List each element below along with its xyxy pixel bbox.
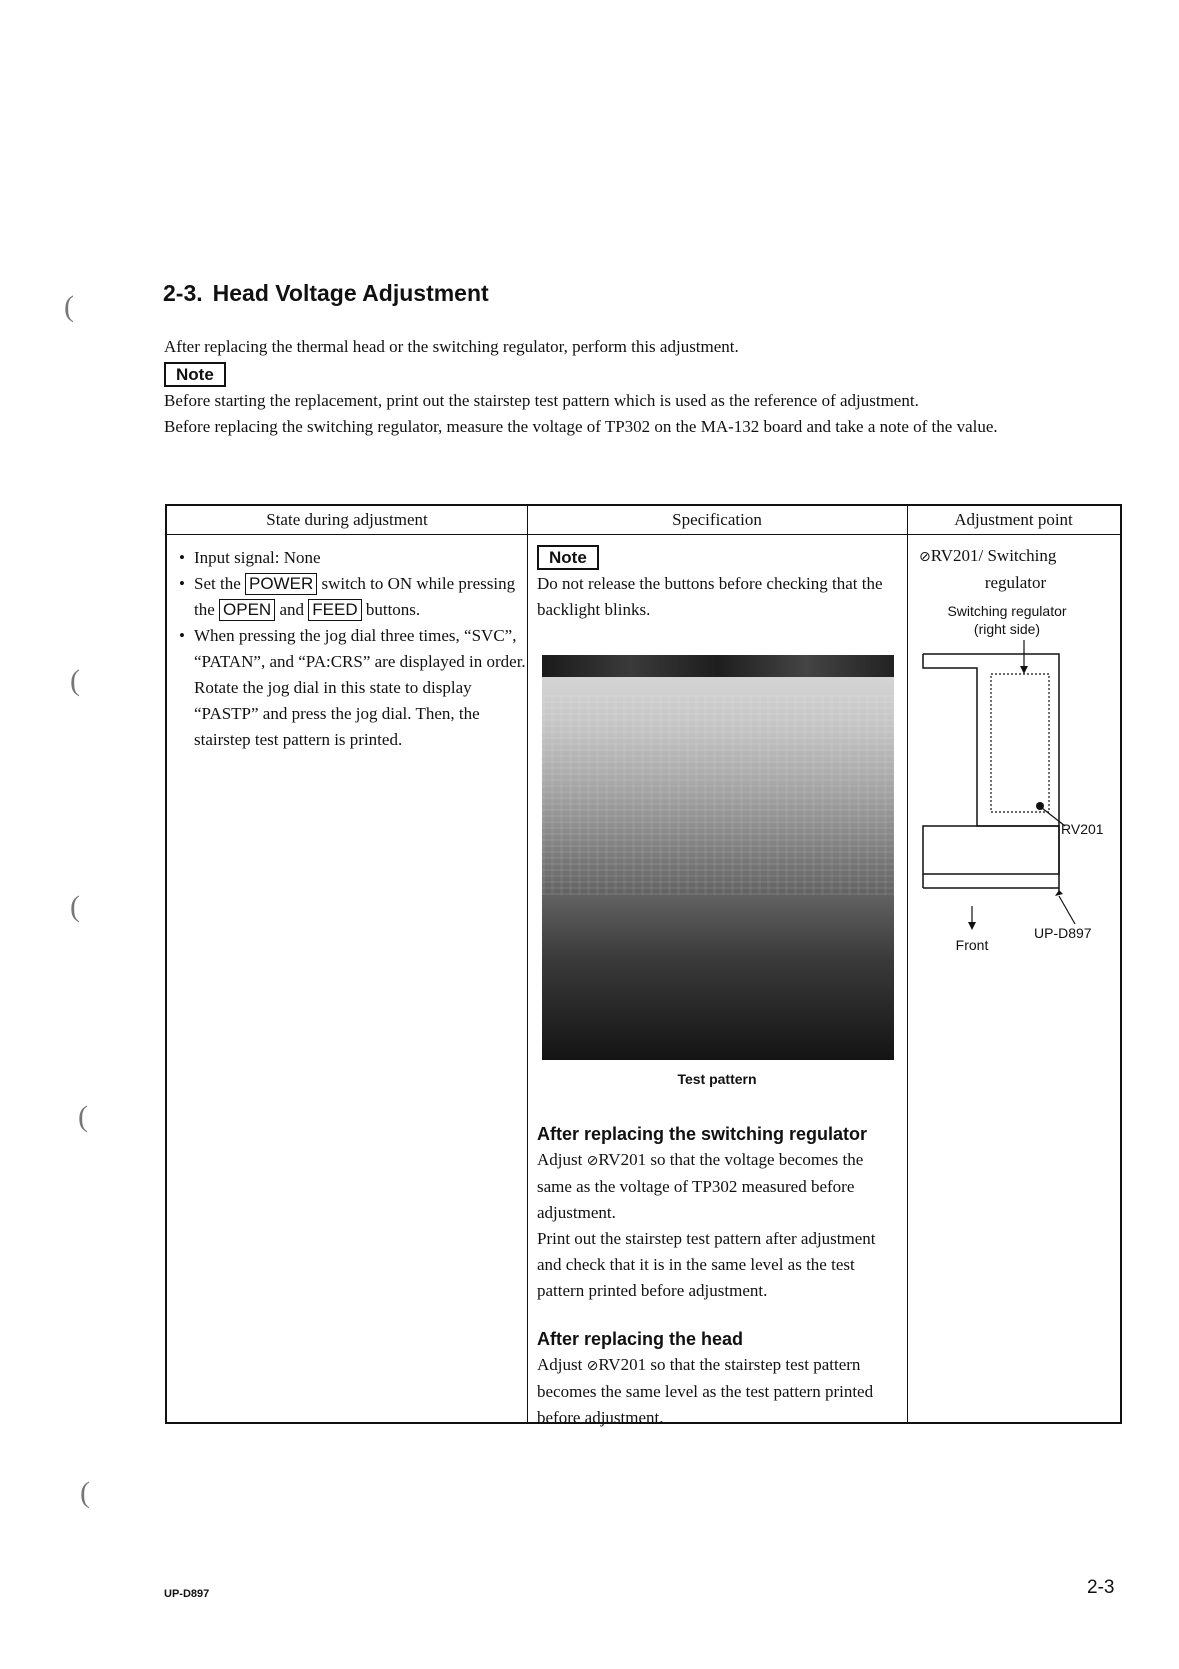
spec-column <box>527 506 908 1427</box>
state-header: State during adjustment <box>167 506 527 535</box>
footer-model: UP-D897 <box>164 1588 210 1600</box>
power-key: POWER <box>245 573 317 595</box>
spec-paragraph: Print out the stairstep test pattern after adjustment and check that it is in the same level as the test pattern printed before adjustment. <box>537 1229 876 1300</box>
section-number: 2-3. <box>163 280 203 306</box>
spec-text: Adjust <box>537 1355 583 1374</box>
model-leader <box>1059 896 1075 924</box>
diagram-label-front: Front <box>955 937 989 953</box>
open-key: OPEN <box>219 599 275 621</box>
scan-mark: ( <box>80 1476 90 1509</box>
subhead-head: After replacing the head <box>537 1329 744 1349</box>
spec-paragraph <box>537 1352 897 1431</box>
adjustment-header: Adjustment point <box>907 506 1120 535</box>
spec-body <box>527 535 907 1431</box>
adjust-symbol-icon: ⊘ <box>586 1358 599 1374</box>
diagram-label-model: UP-D897 <box>1034 925 1092 941</box>
diagram-regulator-board <box>991 674 1049 812</box>
regulator-diagram <box>907 596 1122 996</box>
note-label: Note <box>164 362 226 387</box>
section-heading <box>163 280 489 307</box>
spec-note-label: Note <box>537 545 599 570</box>
intro-line: After replacing the thermal head or the switching regulator, perform this adjustment. <box>164 337 739 356</box>
state-list <box>167 545 527 753</box>
test-pattern-texture <box>542 695 894 895</box>
state-text: buttons. <box>365 600 421 619</box>
footer-page-number: 2-3 <box>1087 1577 1115 1598</box>
scan-mark: ( <box>70 890 80 923</box>
diagram-base <box>923 826 1059 874</box>
state-item: • Input signal: None <box>179 545 527 571</box>
model-arrowhead <box>1055 890 1063 896</box>
spec-note-text: Do not release the buttons before checking that the backlight blinks. <box>537 574 883 619</box>
intro-text <box>164 334 1044 440</box>
subhead-switching-regulator: After replacing the switching regulator <box>537 1124 868 1144</box>
spec-text: Adjust <box>537 1150 583 1169</box>
state-text: Set the <box>194 574 241 593</box>
diagram-label-regulator: Switching regulator <box>947 603 1067 619</box>
adjustment-point <box>919 543 1112 596</box>
state-text: switch to ON while pressing the <box>194 574 516 619</box>
scan-mark: ( <box>64 290 74 323</box>
scan-mark: ( <box>78 1100 88 1133</box>
feed-key: FEED <box>308 599 361 621</box>
front-arrowhead <box>968 922 976 930</box>
state-item: • When pressing the jog dial three times, “SVC”, “PATAN”, and “PA:CRS” are displayed in order. Rotate the jog dial in this state to display “PASTP” and press the jog dial. Then, the stairstep test pattern is printed. <box>179 623 527 753</box>
note-text-2: Before replacing the switching regulator, measure the voltage of TP302 on the MA-132 board and take a note of the value. <box>164 417 998 436</box>
test-pattern-image <box>542 655 894 1060</box>
note-text-1: Before starting the replacement, print out the stairstep test pattern which is used as the reference of adjustment. <box>164 391 919 410</box>
adjustment-point-line1: RV201/ Switching <box>930 546 1057 565</box>
adjustment-point-line2: regulator <box>984 573 1047 592</box>
adjust-symbol-icon: ⊘ <box>919 549 931 565</box>
state-text: and <box>279 600 305 619</box>
adjustment-column <box>907 506 1120 1422</box>
test-pattern-caption: Test pattern <box>677 1071 757 1087</box>
diagram-label-right-side: (right side) <box>973 621 1041 637</box>
state-item <box>179 571 527 623</box>
diagram-arrowhead <box>1020 666 1028 674</box>
spec-paragraph <box>537 1147 897 1226</box>
adjustment-table <box>165 504 1122 1427</box>
spec-text: RV201 so that the stairstep test pattern becomes the same level as the test pattern printed before adjustment. <box>537 1355 874 1427</box>
section-title: Head Voltage Adjustment <box>212 280 489 306</box>
adjust-symbol-icon: ⊘ <box>586 1153 599 1169</box>
diagram-label-rv201: RV201 <box>1061 821 1104 837</box>
spec-text: RV201 so that the voltage becomes the same as the voltage of TP302 measured before adjustment. <box>537 1150 864 1222</box>
spec-header: Specification <box>527 506 907 535</box>
test-pattern-bar <box>542 655 894 677</box>
scan-mark: ( <box>70 664 80 697</box>
state-column <box>167 506 528 1422</box>
adjustment-body <box>907 535 1120 596</box>
